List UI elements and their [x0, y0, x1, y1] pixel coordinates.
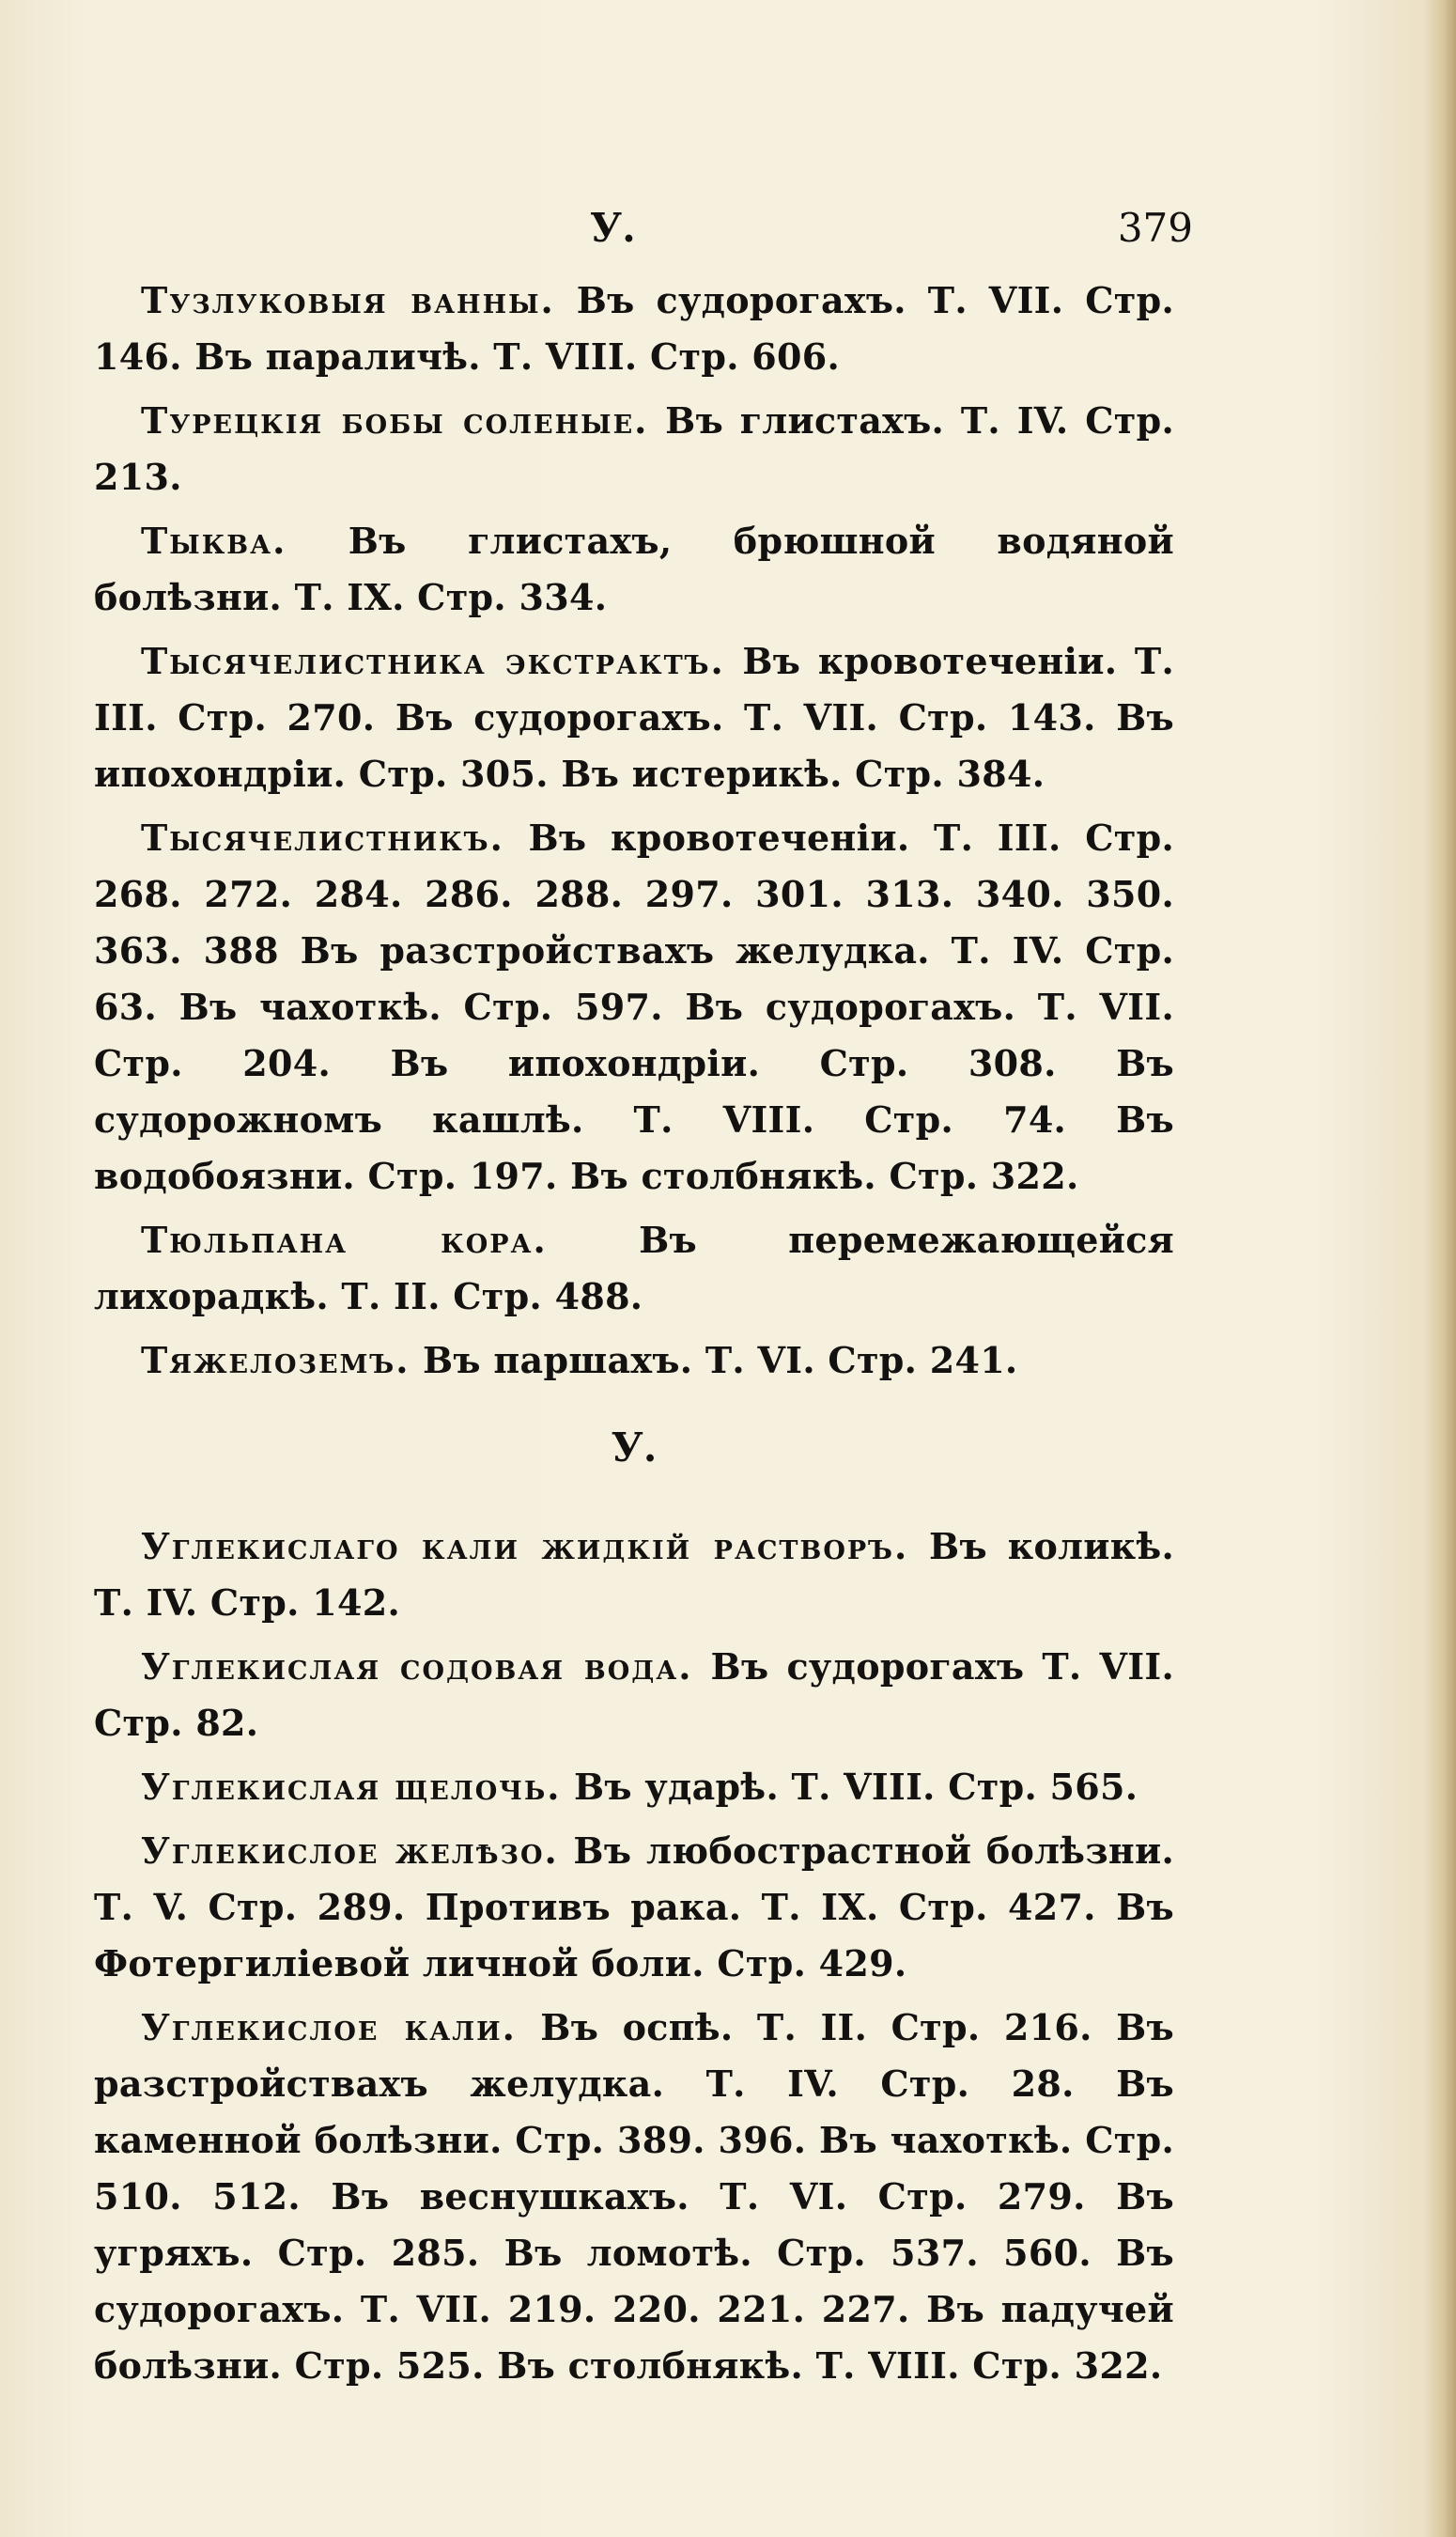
- entry-text: Въ судорогахъ Т. VII. Стр. 82.: [94, 1645, 1174, 1744]
- index-entry: [94, 1639, 1174, 1751]
- index-entry: [94, 1823, 1174, 1992]
- entry-text: Въ кровотеченіи. Т. III. Стр. 270. Въ судорогахъ. Т. VII. Стр. 143. Въ ипохондріи. Стр. 305. Въ истерикѣ. Стр. 384.: [94, 640, 1174, 795]
- index-entry: [94, 1212, 1174, 1325]
- entry-text: Въ судорогахъ. Т. VII. Стр. 146. Въ параличѣ. Т. VIII. Стр. 606.: [94, 279, 1175, 378]
- entry-text: Въ глистахъ. Т. IV. Стр. 213.: [94, 399, 1174, 498]
- index-entry: [94, 1332, 1174, 1389]
- index-content: [94, 272, 1174, 2402]
- index-entry: [94, 272, 1174, 385]
- entry-text: Въ любострастной болѣзни. Т. V. Стр. 289. Противъ рака. Т. IX. Стр. 427. Въ Фотергиліевой личной боли. Стр. 429.: [94, 1829, 1174, 1984]
- entry-headword: Тюльпана кора.: [141, 1219, 548, 1261]
- index-entry: [94, 1759, 1174, 1815]
- entry-headword: Углекислое желѣзо.: [141, 1829, 559, 1872]
- index-entry: [94, 1518, 1174, 1631]
- entry-headword: Углекислая содовая вода.: [141, 1645, 693, 1688]
- entry-headword: Турецкія бобы соленые.: [141, 399, 649, 442]
- running-head-letter: У.: [590, 205, 636, 251]
- page-number: 379: [1117, 205, 1193, 251]
- entry-list-t: [94, 272, 1174, 1389]
- index-entry: [94, 810, 1174, 1205]
- entry-headword: Тысячелистникъ.: [141, 817, 504, 859]
- entry-headword: Тузлуковыя ванны.: [141, 279, 555, 321]
- section-heading: У.: [611, 1424, 658, 1471]
- entry-text: Въ паршахъ. Т. VI. Стр. 241.: [410, 1339, 1018, 1381]
- index-entry: [94, 393, 1174, 506]
- index-entry: [94, 2000, 1174, 2394]
- entry-text: Въ оспѣ. Т. II. Стр. 216. Въ разстройствахъ желудка. Т. IV. Стр. 28. Въ каменной болѣзни. Стр. 389. 396. Въ чахоткѣ. Стр. 510. 512. Въ веснушкахъ. Т. VI. Стр. 279. Въ угряхъ. Стр. 285. Въ ломотѣ. Стр. 537. 560. Въ судорогахъ. Т. VII. 219. 220. 221. 227. Въ падучей болѣзни. Стр. 525. Въ столбнякѣ. Т. VIII. Стр. 322.: [94, 2006, 1175, 2387]
- entry-text: Въ ударѣ. Т. VIII. Стр. 565.: [561, 1766, 1138, 1808]
- entry-headword: Углекислаго кали жидкій растворъ.: [141, 1525, 909, 1567]
- entry-headword: Тысячелистника экстрактъ.: [141, 640, 725, 682]
- entry-text: Въ глистахъ, брюшной водяной болѣзни. Т. IX. Стр. 334.: [94, 520, 1174, 618]
- index-entry: [94, 513, 1174, 626]
- entry-text: Въ перемежающейся лихорадкѣ. Т. II. Стр. 488.: [94, 1219, 1174, 1317]
- entry-text: Въ кровотеченіи. Т. III. Стр. 268. 272. 284. 286. 288. 297. 301. 313. 340. 350. 363. 388 Въ разстройствахъ желудка. Т. IV. Стр. 63. Въ чахоткѣ. Стр. 597. Въ судорогахъ. Т. VII. Стр. 204. Въ ипохондріи. Стр. 308. Въ судорожномъ кашлѣ. Т. VIII. Стр. 74. Въ водобоязни. Стр. 197. Въ столбнякѣ. Стр. 322.: [94, 817, 1174, 1197]
- entry-text: Въ коликѣ. Т. IV. Стр. 142.: [94, 1525, 1174, 1624]
- entry-headword: Тыква.: [141, 520, 287, 562]
- entry-headword: Углекислая щелочь.: [141, 1766, 562, 1808]
- entry-headword: Углекислое кали.: [141, 2006, 517, 2048]
- index-entry: [94, 633, 1174, 802]
- page-edge-shadow: [1424, 0, 1456, 2537]
- entry-headword: Тяжелоземъ.: [141, 1339, 410, 1381]
- entry-list-u: [94, 1518, 1174, 2394]
- running-head: [132, 205, 1193, 261]
